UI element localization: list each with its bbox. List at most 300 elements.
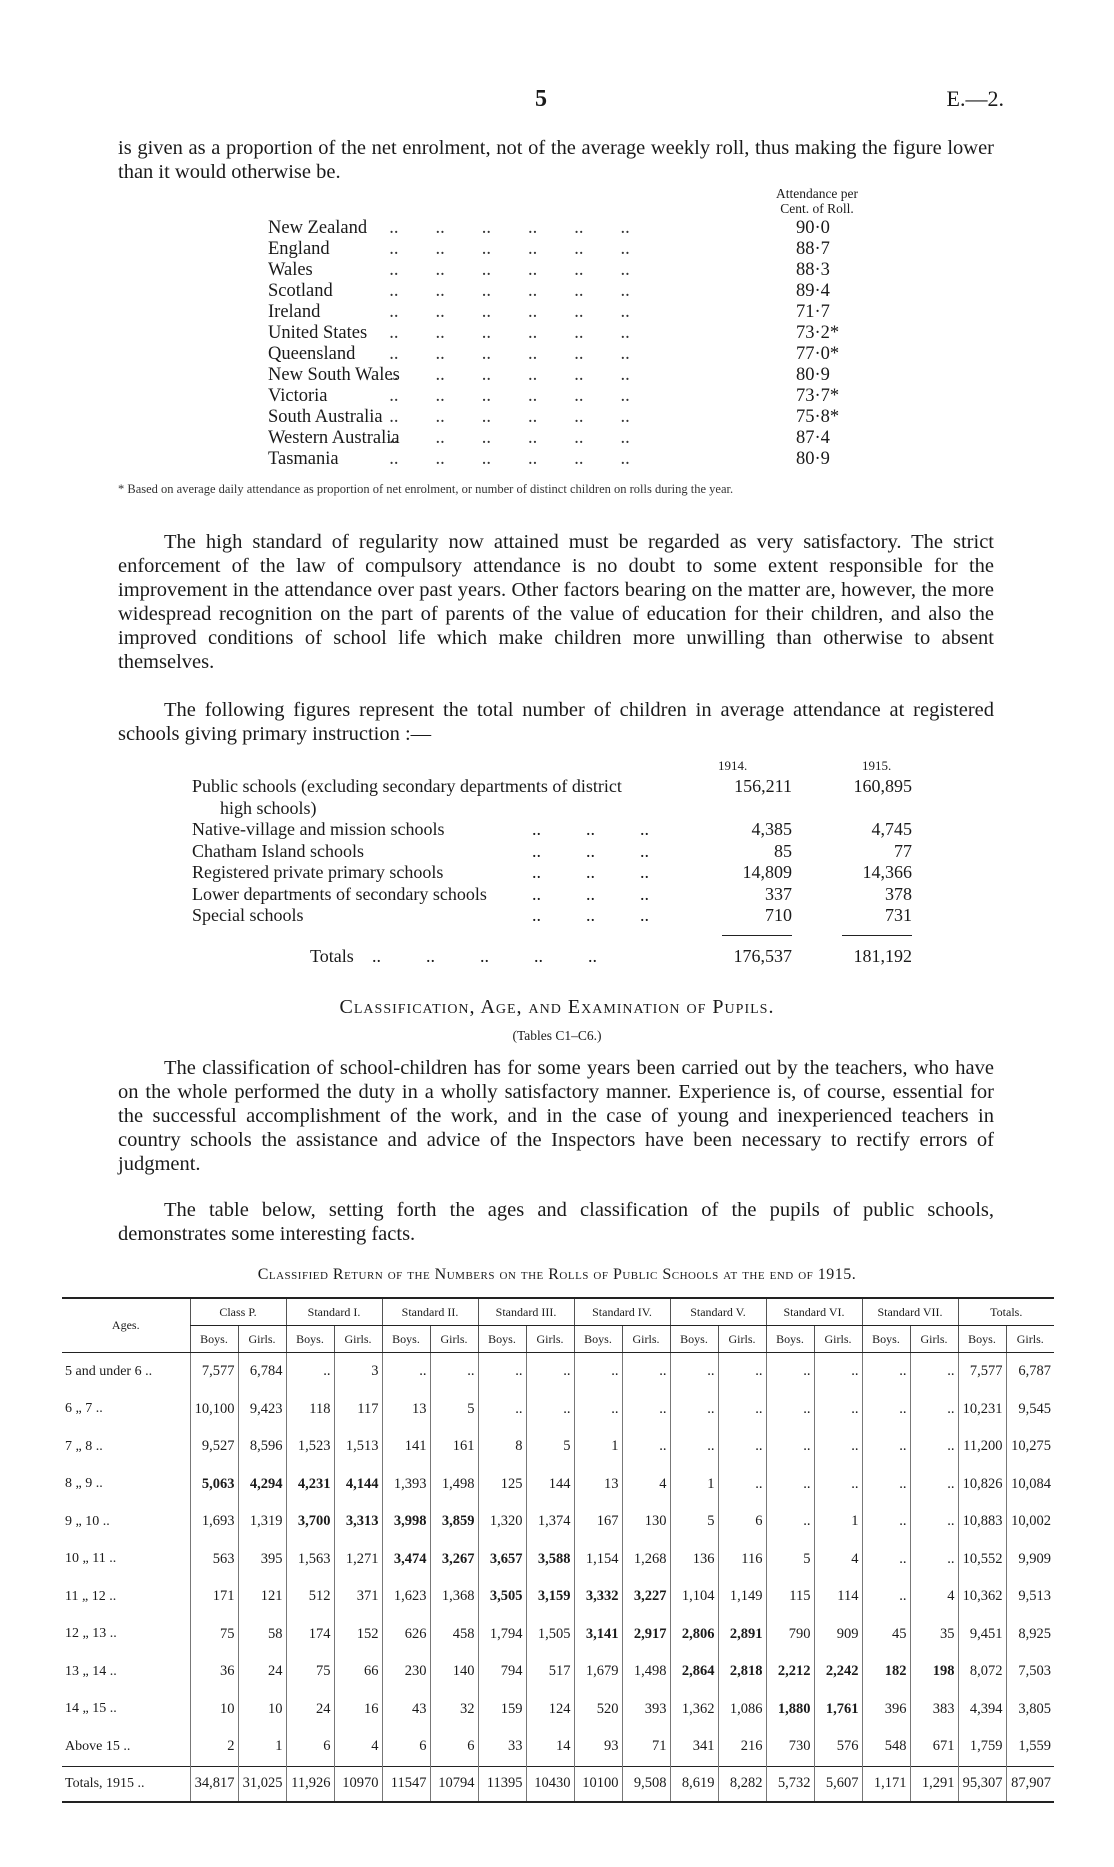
- table-cell: 1,679: [574, 1653, 622, 1691]
- table-cell: 58: [238, 1616, 286, 1654]
- leader-dots: .. .. .. .. .. ..: [380, 449, 630, 469]
- attendance-row: [268, 323, 888, 344]
- table-cell: ..: [766, 1503, 814, 1541]
- school-row: [192, 841, 932, 863]
- table-cell: 2,917: [622, 1616, 670, 1654]
- table-cell: 10,826: [958, 1466, 1006, 1504]
- table-cell: 1,368: [430, 1578, 478, 1616]
- table-cell: 1,498: [430, 1466, 478, 1504]
- table-cell: 130: [622, 1503, 670, 1541]
- table-cell: ..: [814, 1353, 862, 1391]
- value-1914: 156,211: [734, 776, 792, 796]
- total-cell: 8,282: [718, 1766, 766, 1802]
- table-cell: 174: [286, 1616, 334, 1654]
- leader-dots: .. .. .. .. .. ..: [380, 218, 630, 238]
- value-1915: 160,895: [853, 776, 912, 796]
- value-1915: 4,745: [871, 819, 912, 839]
- table-cell: ..: [622, 1391, 670, 1429]
- school-label: Special schools: [192, 905, 304, 925]
- table-cell: 7,503: [1006, 1653, 1054, 1691]
- table-cell: 1,374: [526, 1503, 574, 1541]
- table-row: [62, 1653, 1054, 1691]
- table-cell: 5,063: [190, 1466, 238, 1504]
- table-cell: ..: [766, 1353, 814, 1391]
- age-label: 10 „ 11 ..: [65, 1551, 117, 1567]
- table-cell: 66: [334, 1653, 382, 1691]
- table-cell: 1: [814, 1503, 862, 1541]
- table-cell: 9,527: [190, 1428, 238, 1466]
- leader-dots: .. .. .. .. .. ..: [380, 281, 630, 301]
- boys-header: Boys.: [862, 1326, 910, 1353]
- table-cell: 6: [382, 1728, 430, 1766]
- table-cell: 1: [670, 1466, 718, 1504]
- girls-header: Girls.: [622, 1326, 670, 1353]
- total-cell: 11395: [478, 1766, 526, 1802]
- table-cell: ..: [766, 1466, 814, 1504]
- attendance-row: [268, 449, 888, 470]
- table-cell: 216: [718, 1728, 766, 1766]
- total-cell: 8,619: [670, 1766, 718, 1802]
- table-cell: ..: [814, 1466, 862, 1504]
- age-label: 5 and under 6 ..: [65, 1363, 153, 1379]
- table-cell: 790: [766, 1616, 814, 1654]
- table-cell: 24: [238, 1653, 286, 1691]
- attendance-row: [268, 239, 888, 260]
- table-cell: 9,909: [1006, 1541, 1054, 1579]
- value-1915: 378: [885, 883, 912, 904]
- table-cell: 730: [766, 1728, 814, 1766]
- table-cell: 43: [382, 1691, 430, 1729]
- table-cell: ..: [718, 1391, 766, 1429]
- table-cell: 114: [814, 1578, 862, 1616]
- total-cell: 34,817: [190, 1766, 238, 1802]
- table-cell: 10: [190, 1691, 238, 1729]
- table-cell: ..: [430, 1353, 478, 1391]
- table-cell: 563: [190, 1541, 238, 1579]
- table-cell: 1,563: [286, 1541, 334, 1579]
- leader-dots: .. .. .. .. .. ..: [380, 239, 630, 259]
- table-row: [62, 1541, 1054, 1579]
- table-cell: 6,787: [1006, 1353, 1054, 1391]
- table-cell: 1,505: [526, 1616, 574, 1654]
- attendance-column-heading: Attendance per Cent. of Roll.: [775, 186, 859, 216]
- table-cell: 2,806: [670, 1616, 718, 1654]
- girls-header: Girls.: [238, 1326, 286, 1353]
- table-cell: 7,577: [190, 1353, 238, 1391]
- leader-dots: .. .. ..: [532, 819, 649, 839]
- country-name: Ireland: [268, 302, 321, 322]
- totals-row: [62, 1766, 1054, 1802]
- totals-label: Totals, 1915 ..: [62, 1766, 190, 1802]
- table-cell: 3,474: [382, 1541, 430, 1579]
- table-cell: 1,320: [478, 1503, 526, 1541]
- table-cell: 124: [526, 1691, 574, 1729]
- group-header: Standard II.: [382, 1298, 478, 1326]
- table-cell: 6: [286, 1728, 334, 1766]
- total-1914: 176,537: [733, 945, 792, 966]
- girls-header: Girls.: [718, 1326, 766, 1353]
- table-cell: 396: [862, 1691, 910, 1729]
- table-cell: 118: [286, 1391, 334, 1429]
- table-cell: ..: [814, 1428, 862, 1466]
- table-cell: 115: [766, 1578, 814, 1616]
- table-cell: 1,104: [670, 1578, 718, 1616]
- leader-dots: .. .. .. .. .. ..: [380, 428, 630, 448]
- total-cell: 11,926: [286, 1766, 334, 1802]
- group-header: Class P.: [190, 1298, 286, 1326]
- table-cell: 1,761: [814, 1691, 862, 1729]
- schools-attendance-table: [192, 776, 932, 967]
- table-cell: 8,596: [238, 1428, 286, 1466]
- attendance-value: 80·9: [796, 365, 830, 385]
- country-name: Tasmania: [268, 449, 339, 469]
- table-cell: 6: [430, 1728, 478, 1766]
- country-name: United States: [268, 323, 368, 343]
- table-cell: 10,002: [1006, 1503, 1054, 1541]
- table-cell: 3,267: [430, 1541, 478, 1579]
- table-cell: 3,505: [478, 1578, 526, 1616]
- table-cell: 161: [430, 1428, 478, 1466]
- table-row: [62, 1691, 1054, 1729]
- year-1915-heading: 1915.: [862, 758, 892, 773]
- year-1914-heading: 1914.: [718, 758, 748, 773]
- table-cell: 141: [382, 1428, 430, 1466]
- country-name: Queensland: [268, 344, 356, 364]
- attendance-row: [268, 302, 888, 323]
- school-label: Registered private primary schools: [192, 862, 444, 882]
- table-row: [62, 1428, 1054, 1466]
- table-cell: 6: [718, 1503, 766, 1541]
- table-cell: 4: [814, 1541, 862, 1579]
- leader-dots: .. .. ..: [532, 862, 649, 882]
- table-cell: 9,513: [1006, 1578, 1054, 1616]
- group-header: Standard III.: [478, 1298, 574, 1326]
- total-cell: 5,732: [766, 1766, 814, 1802]
- group-header: Standard VII.: [862, 1298, 958, 1326]
- school-label: Chatham Island schools: [192, 840, 364, 861]
- boys-header: Boys.: [382, 1326, 430, 1353]
- table-cell: 1,759: [958, 1728, 1006, 1766]
- table-cell: 1,559: [1006, 1728, 1054, 1766]
- table-cell: 10: [238, 1691, 286, 1729]
- table-cell: 909: [814, 1616, 862, 1654]
- attendance-row: [268, 407, 888, 428]
- leader-dots: .. .. ..: [532, 883, 649, 904]
- country-name: England: [268, 239, 330, 259]
- school-label: Native-village and mission schools: [192, 819, 445, 839]
- value-1915: 731: [885, 905, 912, 925]
- table-cell: 1: [574, 1428, 622, 1466]
- table-cell: 671: [910, 1728, 958, 1766]
- age-label: 13 „ 14 ..: [65, 1663, 117, 1679]
- table-cell: ..: [910, 1541, 958, 1579]
- table-cell: ..: [574, 1391, 622, 1429]
- table-cell: ..: [478, 1391, 526, 1429]
- boys-header: Boys.: [478, 1326, 526, 1353]
- value-1915: 77: [894, 840, 912, 861]
- intro-paragraph: is given as a proportion of the net enrolment, not of the average weekly roll, thus making the figure lower than it would otherwise be.: [118, 137, 994, 183]
- table-cell: 458: [430, 1616, 478, 1654]
- age-label: Above 15 ..: [65, 1738, 131, 1754]
- table-cell: 11,200: [958, 1428, 1006, 1466]
- table-cell: ..: [622, 1428, 670, 1466]
- attendance-value: 77·0*: [796, 344, 840, 364]
- table-cell: 3,227: [622, 1578, 670, 1616]
- table-cell: 1,523: [286, 1428, 334, 1466]
- table-cell: 8,072: [958, 1653, 1006, 1691]
- school-row: [192, 884, 932, 906]
- table-cell: ..: [766, 1428, 814, 1466]
- table-cell: 2: [190, 1728, 238, 1766]
- age-label: 8 „ 9 ..: [65, 1476, 103, 1492]
- ages-header: Ages.: [62, 1298, 190, 1353]
- table-cell: ..: [910, 1353, 958, 1391]
- country-name: South Australia: [268, 407, 383, 427]
- table-cell: ..: [862, 1466, 910, 1504]
- school-label: Public schools (excluding secondary departments of district: [192, 776, 622, 796]
- table-row: [62, 1616, 1054, 1654]
- table-cell: ..: [766, 1391, 814, 1429]
- table-cell: ..: [862, 1428, 910, 1466]
- age-label: 9 „ 10 ..: [65, 1513, 110, 1529]
- attendance-value: 89·4: [796, 281, 830, 301]
- table-cell: 1,693: [190, 1503, 238, 1541]
- table-cell: 230: [382, 1653, 430, 1691]
- total-cell: 1,171: [862, 1766, 910, 1802]
- table-cell: ..: [862, 1541, 910, 1579]
- table-cell: 1,319: [238, 1503, 286, 1541]
- classification-paragraph: The classification of school-children has for some years been carried out by the teachers, who have on the whole performed the duty in a wholly satisfactory manner. Experience is, of course, essential for the successful accomplishment of the work, and in the case of young and inexperienced teachers in country schools the assistance and advice of the Inspectors have been necessary to rectify errors of judgment.: [118, 1057, 994, 1175]
- table-cell: 10,231: [958, 1391, 1006, 1429]
- school-row-continuation: [192, 798, 932, 820]
- table-cell: 75: [286, 1653, 334, 1691]
- table-cell: 1,393: [382, 1466, 430, 1504]
- table-cell: 5: [670, 1503, 718, 1541]
- regularity-paragraph: The high standard of regularity now attained must be regarded as very satisfactory. The strict enforcement of the law of compulsory attendance is no doubt to some extent responsible for the improvement in the attendance over past years. Other factors bearing on the matter are, however, the more widespread recognition on the part of parents of the value of education for their children, and also the improved conditions of school life which make children more unwilling than otherwise to absent themselves.: [118, 531, 994, 673]
- table-cell: 198: [910, 1653, 958, 1691]
- table-cell: 10,362: [958, 1578, 1006, 1616]
- table-cell: 45: [862, 1616, 910, 1654]
- girls-header: Girls.: [814, 1326, 862, 1353]
- table-cell: 4: [910, 1578, 958, 1616]
- school-row: [192, 905, 932, 927]
- table-cell: 3,313: [334, 1503, 382, 1541]
- table-cell: 16: [334, 1691, 382, 1729]
- table-cell: ..: [622, 1353, 670, 1391]
- leader-dots: .. .. .. .. .. ..: [380, 365, 630, 385]
- girls-header: Girls.: [334, 1326, 382, 1353]
- table-cell: 171: [190, 1578, 238, 1616]
- table-cell: 2,891: [718, 1616, 766, 1654]
- girls-header: Girls.: [430, 1326, 478, 1353]
- table-cell: 2,864: [670, 1653, 718, 1691]
- leader-dots: .. .. ..: [532, 840, 649, 861]
- attendance-row: [268, 344, 888, 365]
- table-cell: 1,362: [670, 1691, 718, 1729]
- school-label: Lower departments of secondary schools: [192, 883, 487, 904]
- attendance-value: 71·7: [796, 302, 830, 322]
- girls-header: Girls.: [526, 1326, 574, 1353]
- value-1914: 85: [774, 840, 792, 861]
- total-cell: 10100: [574, 1766, 622, 1802]
- table-cell: 1,794: [478, 1616, 526, 1654]
- table-cell: 517: [526, 1653, 574, 1691]
- attendance-footnote: * Based on average daily attendance as proportion of net enrolment, or number of distinct children on rolls during the year.: [118, 482, 734, 496]
- age-label: 6 „ 7 ..: [65, 1401, 103, 1417]
- table-cell: 1,880: [766, 1691, 814, 1729]
- school-row: [192, 862, 932, 884]
- table-cell: 3,805: [1006, 1691, 1054, 1729]
- total-cell: 5,607: [814, 1766, 862, 1802]
- table-cell: 9,545: [1006, 1391, 1054, 1429]
- boys-header: Boys.: [958, 1326, 1006, 1353]
- leader-dots: .. .. .. .. ..: [372, 945, 597, 966]
- table-cell: 13: [574, 1466, 622, 1504]
- table-cell: 2,242: [814, 1653, 862, 1691]
- table-row: [62, 1466, 1054, 1504]
- table-cell: 1,154: [574, 1541, 622, 1579]
- country-name: Wales: [268, 260, 313, 280]
- table-cell: 32: [430, 1691, 478, 1729]
- table-cell: 3,859: [430, 1503, 478, 1541]
- sum-rule: [842, 935, 912, 936]
- girls-header: Girls.: [1006, 1326, 1054, 1353]
- table-cell: 8,925: [1006, 1616, 1054, 1654]
- table-cell: 1,268: [622, 1541, 670, 1579]
- group-header: Standard IV.: [574, 1298, 670, 1326]
- table-row: [62, 1391, 1054, 1429]
- table-cell: 8: [478, 1428, 526, 1466]
- attendance-value: 88·3: [796, 260, 830, 280]
- table-cell: 182: [862, 1653, 910, 1691]
- group-header: Standard V.: [670, 1298, 766, 1326]
- age-label: 12 „ 13 ..: [65, 1626, 117, 1642]
- table-cell: 2,818: [718, 1653, 766, 1691]
- attendance-row: [268, 260, 888, 281]
- table-row: [62, 1503, 1054, 1541]
- table-cell: 10,275: [1006, 1428, 1054, 1466]
- table-row: [62, 1728, 1054, 1766]
- leader-dots: .. .. .. .. .. ..: [380, 302, 630, 322]
- school-label-continuation: high schools): [220, 797, 317, 818]
- table-cell: 10,100: [190, 1391, 238, 1429]
- table-cell: 3: [334, 1353, 382, 1391]
- totals-label: Totals: [310, 945, 354, 966]
- page-number: 5: [535, 86, 547, 112]
- table-cell: 2,212: [766, 1653, 814, 1691]
- table-cell: 71: [622, 1728, 670, 1766]
- table-cell: 152: [334, 1616, 382, 1654]
- table-cell: 144: [526, 1466, 574, 1504]
- table-cell: 548: [862, 1728, 910, 1766]
- classified-return-title: Classified Return of the Numbers on the Rolls of Public Schools at the end of 1915.: [257, 1266, 857, 1283]
- table-cell: 7,577: [958, 1353, 1006, 1391]
- table-cell: 117: [334, 1391, 382, 1429]
- total-cell: 10794: [430, 1766, 478, 1802]
- table-cell: 4,231: [286, 1466, 334, 1504]
- boys-header: Boys.: [190, 1326, 238, 1353]
- schools-totals-row: [192, 946, 932, 968]
- table-cell: 512: [286, 1578, 334, 1616]
- table-row: [62, 1353, 1054, 1391]
- table-cell: ..: [670, 1353, 718, 1391]
- attendance-row: [268, 365, 888, 386]
- leader-dots: .. .. .. .. .. ..: [380, 386, 630, 406]
- table-cell: 393: [622, 1691, 670, 1729]
- classified-return-table: [62, 1297, 1054, 1803]
- table-cell: 9,451: [958, 1616, 1006, 1654]
- table-cell: 13: [382, 1391, 430, 1429]
- table-cell: ..: [718, 1353, 766, 1391]
- table-cell: ..: [862, 1391, 910, 1429]
- table-cell: ..: [910, 1391, 958, 1429]
- table-cell: 167: [574, 1503, 622, 1541]
- total-cell: 87,907: [1006, 1766, 1054, 1802]
- table-cell: 35: [910, 1616, 958, 1654]
- table-row: [62, 1578, 1054, 1616]
- table-cell: ..: [910, 1503, 958, 1541]
- value-1914: 14,809: [742, 862, 792, 882]
- table-cell: ..: [910, 1428, 958, 1466]
- table-cell: ..: [574, 1353, 622, 1391]
- table-cell: 10,084: [1006, 1466, 1054, 1504]
- table-cell: 10,883: [958, 1503, 1006, 1541]
- age-label: 14 „ 15 ..: [65, 1701, 117, 1717]
- table-cell: 1,149: [718, 1578, 766, 1616]
- total-1915: 181,192: [853, 945, 912, 966]
- leader-dots: .. .. .. .. .. ..: [380, 344, 630, 364]
- attendance-row: [268, 428, 888, 449]
- table-cell: ..: [526, 1391, 574, 1429]
- table-cell: 1,513: [334, 1428, 382, 1466]
- table-cell: 1,086: [718, 1691, 766, 1729]
- table-cell: 3,700: [286, 1503, 334, 1541]
- leader-dots: .. .. ..: [532, 905, 649, 925]
- document-reference: E.—2.: [946, 86, 1004, 111]
- table-cell: ..: [862, 1503, 910, 1541]
- boys-header: Boys.: [574, 1326, 622, 1353]
- table-cell: 1,623: [382, 1578, 430, 1616]
- country-name: Scotland: [268, 281, 333, 301]
- table-cell: 3,657: [478, 1541, 526, 1579]
- table-cell: 33: [478, 1728, 526, 1766]
- table-cell: ..: [382, 1353, 430, 1391]
- attendance-value: 75·8*: [796, 407, 840, 427]
- table-cell: 1,498: [622, 1653, 670, 1691]
- table-cell: 4: [622, 1466, 670, 1504]
- attendance-row: [268, 218, 888, 239]
- table-cell: 383: [910, 1691, 958, 1729]
- country-name: Western Australia: [268, 428, 400, 448]
- table-cell: ..: [718, 1466, 766, 1504]
- total-cell: 9,508: [622, 1766, 670, 1802]
- table-cell: ..: [814, 1391, 862, 1429]
- table-cell: 6,784: [238, 1353, 286, 1391]
- table-cell: 3,332: [574, 1578, 622, 1616]
- value-1914: 337: [765, 883, 792, 904]
- boys-header: Boys.: [670, 1326, 718, 1353]
- table-cell: 5: [430, 1391, 478, 1429]
- total-cell: 95,307: [958, 1766, 1006, 1802]
- attendance-value: 73·7*: [796, 386, 840, 406]
- country-name: Victoria: [268, 386, 328, 406]
- table-cell: 24: [286, 1691, 334, 1729]
- table-cell: ..: [286, 1353, 334, 1391]
- leader-dots: .. .. .. .. .. ..: [380, 407, 630, 427]
- table-cell: 125: [478, 1466, 526, 1504]
- table-cell: 3,141: [574, 1616, 622, 1654]
- value-1914: 4,385: [751, 819, 792, 839]
